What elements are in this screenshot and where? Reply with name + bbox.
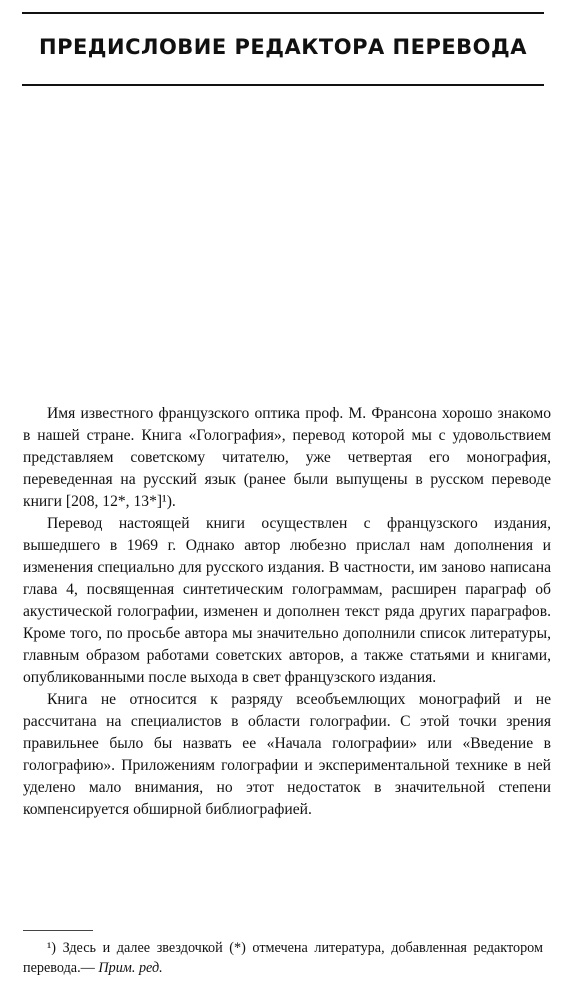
paragraph-3: Книга не относится к разряду всеобъемлющих монографий и не рассчитана на специалистов в области голографии. С этой точки зрения правильнее было бы назвать ее «Начала голографии» или «Введение в голографию». Приложениям голографии и экспериментальной технике в ней уделено мало внимания, но этот недостаток в значительной степени компенсируется обширной библиографией.	[23, 691, 551, 818]
body-text	[23, 403, 551, 821]
footnote-signature: Прим. ред.	[98, 960, 163, 976]
footnote-divider	[23, 930, 93, 931]
paragraph-1: Имя известного французского оптика проф. М. Франсона хорошо знакомо в нашей стране. Книга «Голография», перевод которой мы с удовольствием представляем советскому читателю, уже четвертая его монография, переведенная на русский язык (ранее были выпущены в русском переводе книги [208, 12*, 13*]¹).	[23, 405, 551, 510]
header-top-rule	[22, 12, 544, 14]
footnote	[23, 938, 543, 978]
paragraph-2: Перевод настоящей книги осуществлен с французского издания, вышедшего в 1969 г. Однако автор любезно прислал нам дополнения и изменения специально для русского издания. В частности, им заново написана глава 4, посвященная синтетическим голограммам, расширен параграф об акустической голографии, изменен и дополнен текст ряда других параграфов. Кроме того, по просьбе автора мы значительно дополнили список литературы, главным образом работами советских авторов, а также статьями и книгами, опубликованными после выхода в свет французского издания.	[23, 515, 551, 686]
page-title: ПРЕДИСЛОВИЕ РЕДАКТОРА ПЕРЕВОДА	[39, 35, 527, 59]
header-bottom-rule	[22, 84, 544, 86]
footnote-text: ¹) Здесь и далее звездочкой (*) отмечена литература, добавленная редактором перевода.—	[23, 940, 543, 976]
